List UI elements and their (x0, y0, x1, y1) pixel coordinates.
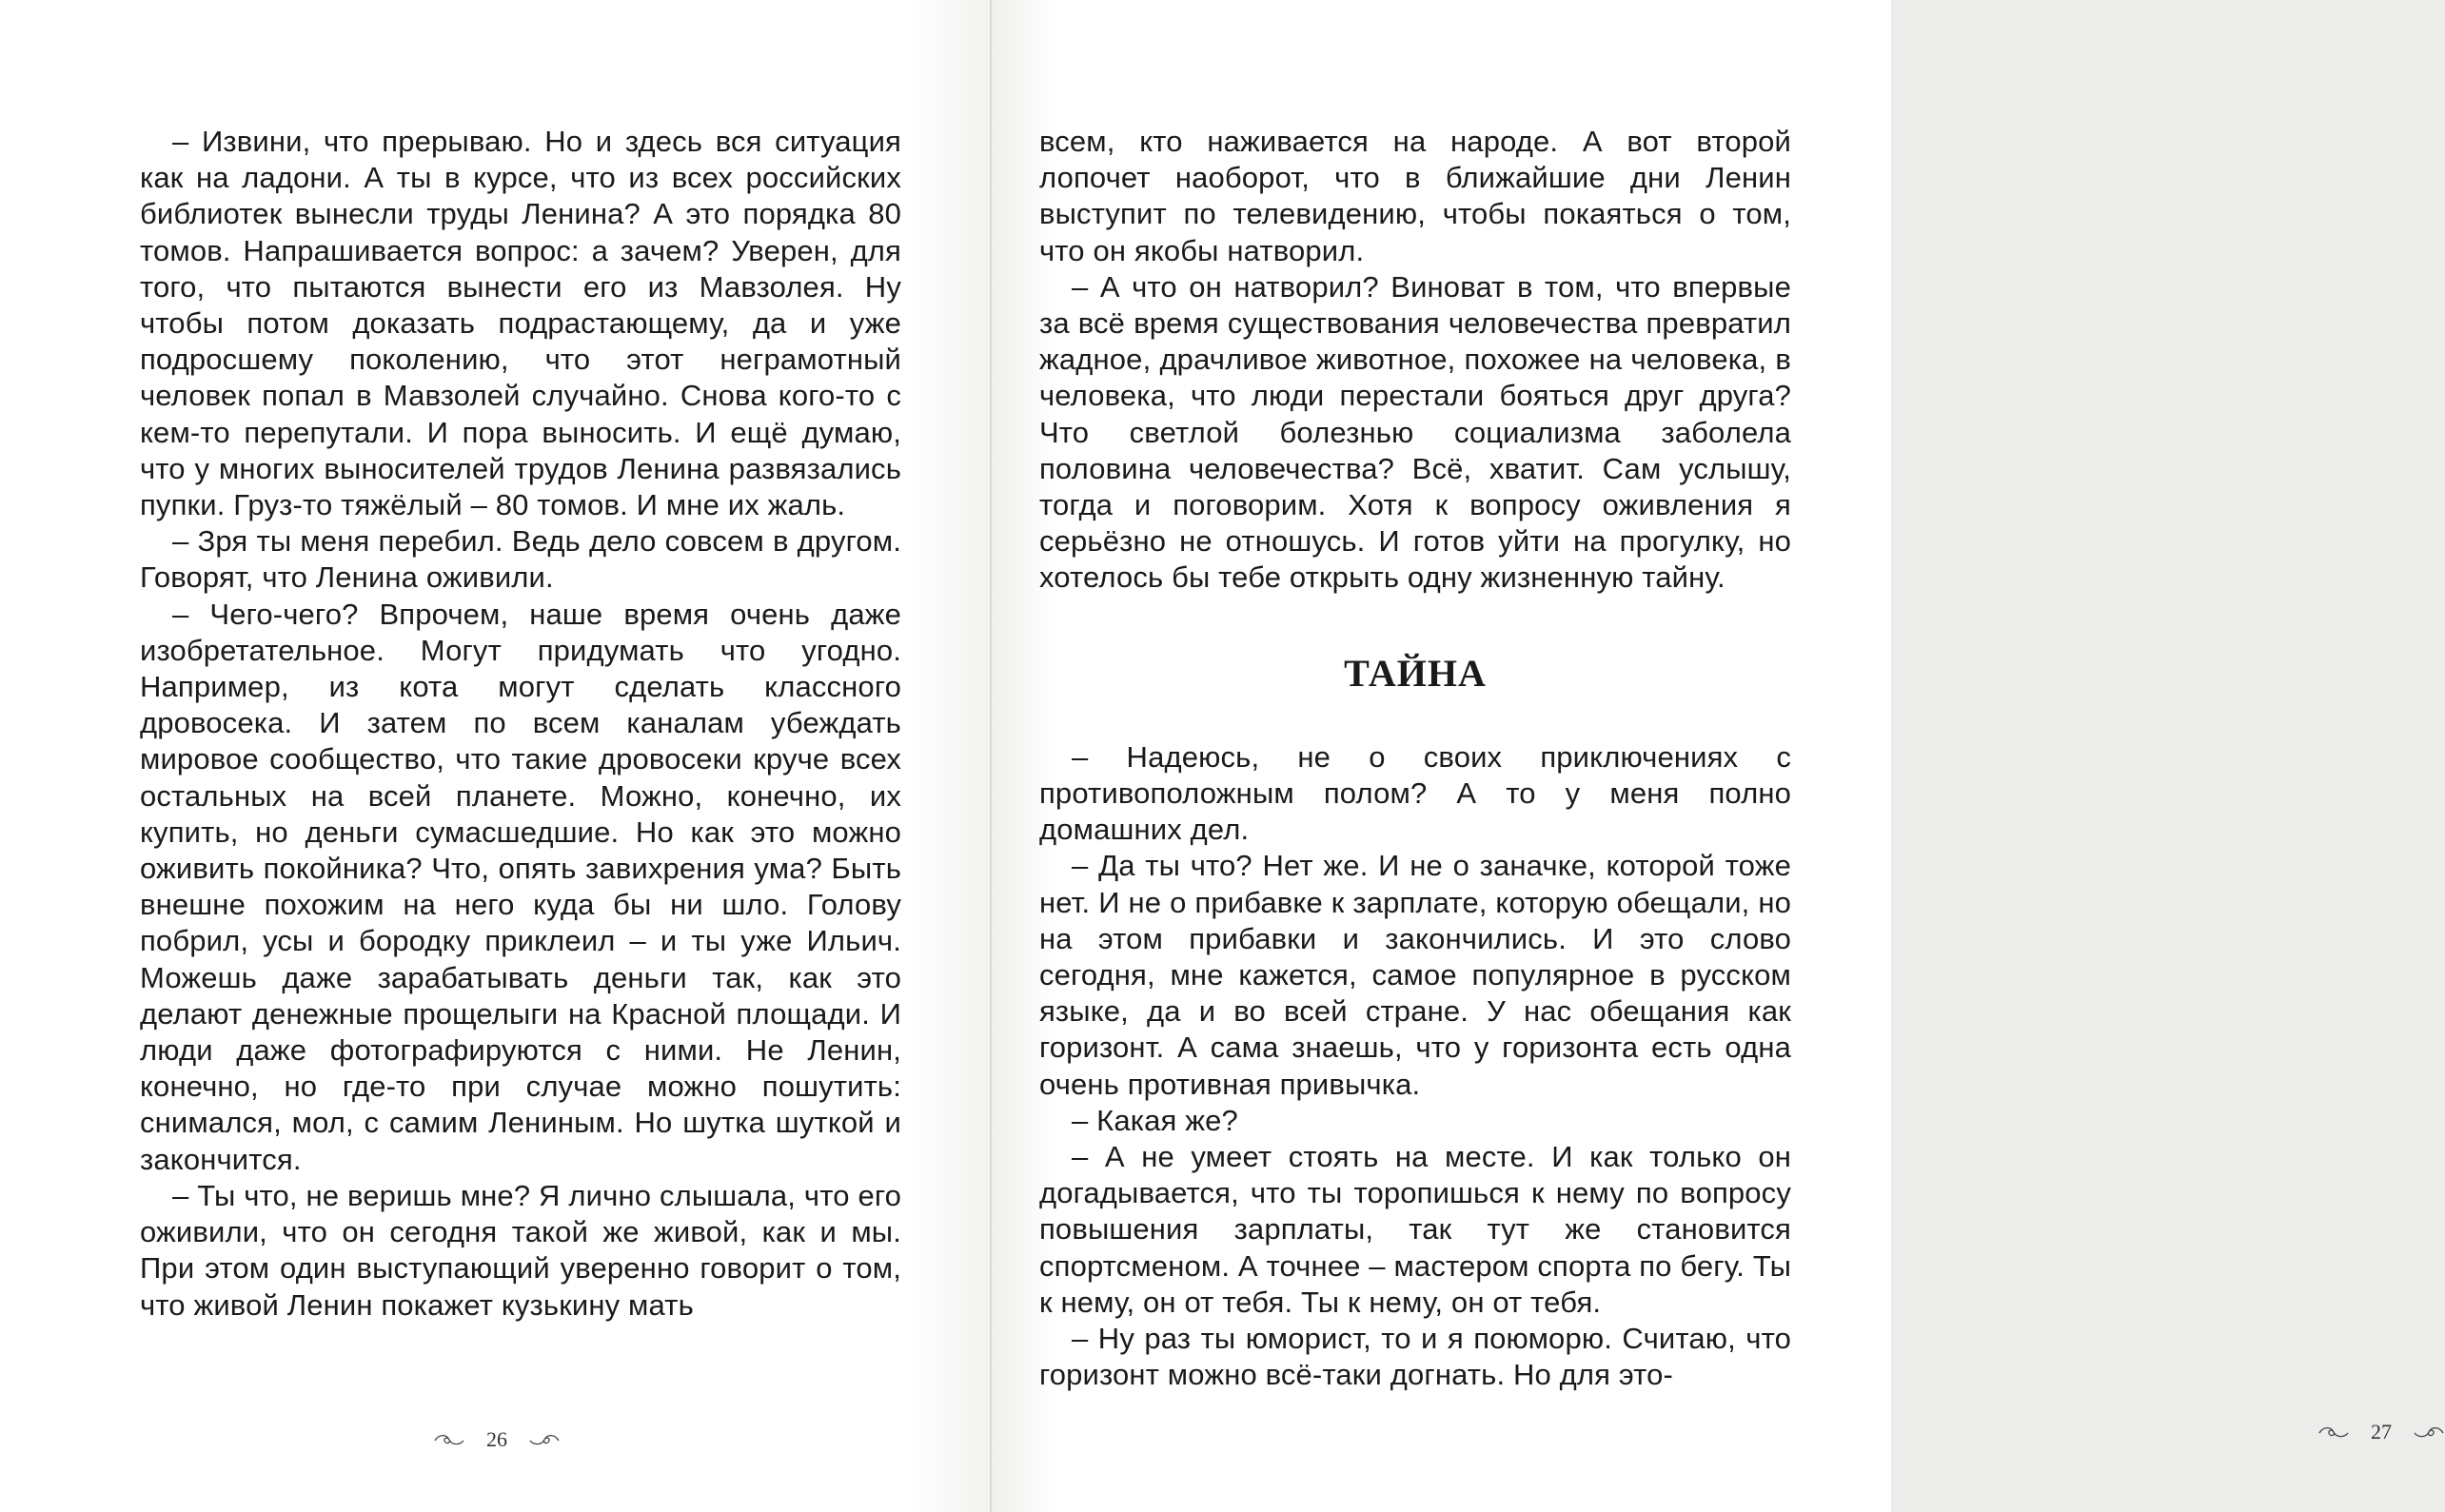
paragraph: – А не умеет стоять на месте. И как только он догадывается, что ты торопишься к нему по вопросу повышения зарплаты, так тут же становится спортсменом. А точнее – мастером спорта по бегу. Ты к нему, он от тебя. Ты к нему, он от тебя. (1039, 1140, 1791, 1319)
left-page (0, 0, 990, 1512)
left-page-folio (433, 1427, 561, 1452)
left-page-text (140, 124, 901, 1324)
page-number: 27 (2371, 1420, 2392, 1443)
paragraph: – Чего-чего? Впрочем, наше время очень даже изобретательное. Могут придумать что угодно. Например, из кота могут сделать классного дровосека. И затем по всем каналам убеждать мировое сообщество, что такие дровосеки круче всех остальных на всей планете. Можно, конечно, их купить, но деньги сумасшедшие. Но как это можно оживить покойника? Что, опять завихрения ума? Быть внешне похожим на него куда бы ни шло. Голову побрил, усы и бородку приклеил – и ты уже Ильич. Можешь даже зарабатывать деньги так, как это делают денежные прощелыги на Красной площади. И люди даже фотографируются с ними. Не Ленин, конечно, но где-то при случае можно пошутить: снимался, мол, с самим Лениным. Но шутка шуткой и закончится. (140, 597, 901, 1176)
paragraph: – Какая же? (1072, 1103, 1238, 1137)
right-page-folio (2317, 1420, 2445, 1444)
right-page (992, 0, 2392, 1512)
paragraph: – А что он натворил? Виноват в том, что впервые за всё время существования человечества превратил жадное, драчливое животное, похожее на человека, в человека, что люди перестали бояться друг друга? Что светлой болезнью социализма заболела половина человечества? Всё, хватит. Сам услышу, тогда и поговорим. Хотя к вопросу оживления я серьёзно не отношусь. И готов уйти на прогулку, но хотелось бы тебе открыть одну жизненную тайну. (1039, 269, 1791, 595)
page-number: 26 (486, 1427, 507, 1451)
paragraph: – Зря ты меня перебил. Ведь дело совсем в другом. Говорят, что Ленина оживили. (140, 524, 901, 595)
swirl-ornament-icon (528, 1432, 561, 1447)
swirl-ornament-icon (2413, 1424, 2445, 1440)
paragraph: – Ты что, не веришь мне? Я лично слышала, что его оживили, что он сегодня такой же живой, как и мы. При этом один выступающий уверенно говорит о том, что живой Ленин покажет кузькину мать (140, 1178, 901, 1322)
right-page-text (1039, 124, 1791, 1394)
swirl-ornament-icon (2317, 1424, 2350, 1440)
paragraph: – Ну раз ты юморист, то и я поюморю. Считаю, что горизонт можно всё-таки догнать. Но для это- (1039, 1322, 1791, 1392)
paragraph: – Да ты что? Нет же. И не о заначке, которой тоже нет. И не о прибавке к зарплате, которую обещали, но на этом прибавки и закончились. И это слово сегодня, мне кажется, самое популярное в русском языке, да и во всей стране. У нас обещания как горизонт. А сама знаешь, что у горизонта есть одна очень противная привычка. (1039, 849, 1791, 1101)
paragraph: – Надеюсь, не о своих приключениях с противоположным полом? А то у меня полно домашних дел. (1039, 739, 1791, 847)
paragraph: всем, кто наживается на народе. А вот второй лопочет наоборот, что в ближайшие дни Ленин выступит по телевидению, чтобы покаяться о том, что он якобы натворил. (1039, 125, 1791, 267)
swirl-ornament-icon (433, 1432, 465, 1447)
chapter-title: ТАЙНА (1344, 651, 1487, 695)
paragraph: – Извини, что прерываю. Но и здесь вся ситуация как на ладони. А ты в курсе, что из всех российских библиотек вынесли труды Ленина? А это порядка 80 томов. Напрашивается вопрос: а зачем? Уверен, для того, что пытаются вынести его из Мавзолея. Ну чтобы потом доказать подрастающему, да и уже подросшему поколению, что этот неграмотный человек попал в Мавзолей случайно. Снова кого-то с кем-то перепутали. И пора выносить. И ещё думаю, что у многих выносителей трудов Ленина развязались пупки. Груз-то тяжёлый – 80 томов. И мне их жаль. (140, 125, 901, 522)
